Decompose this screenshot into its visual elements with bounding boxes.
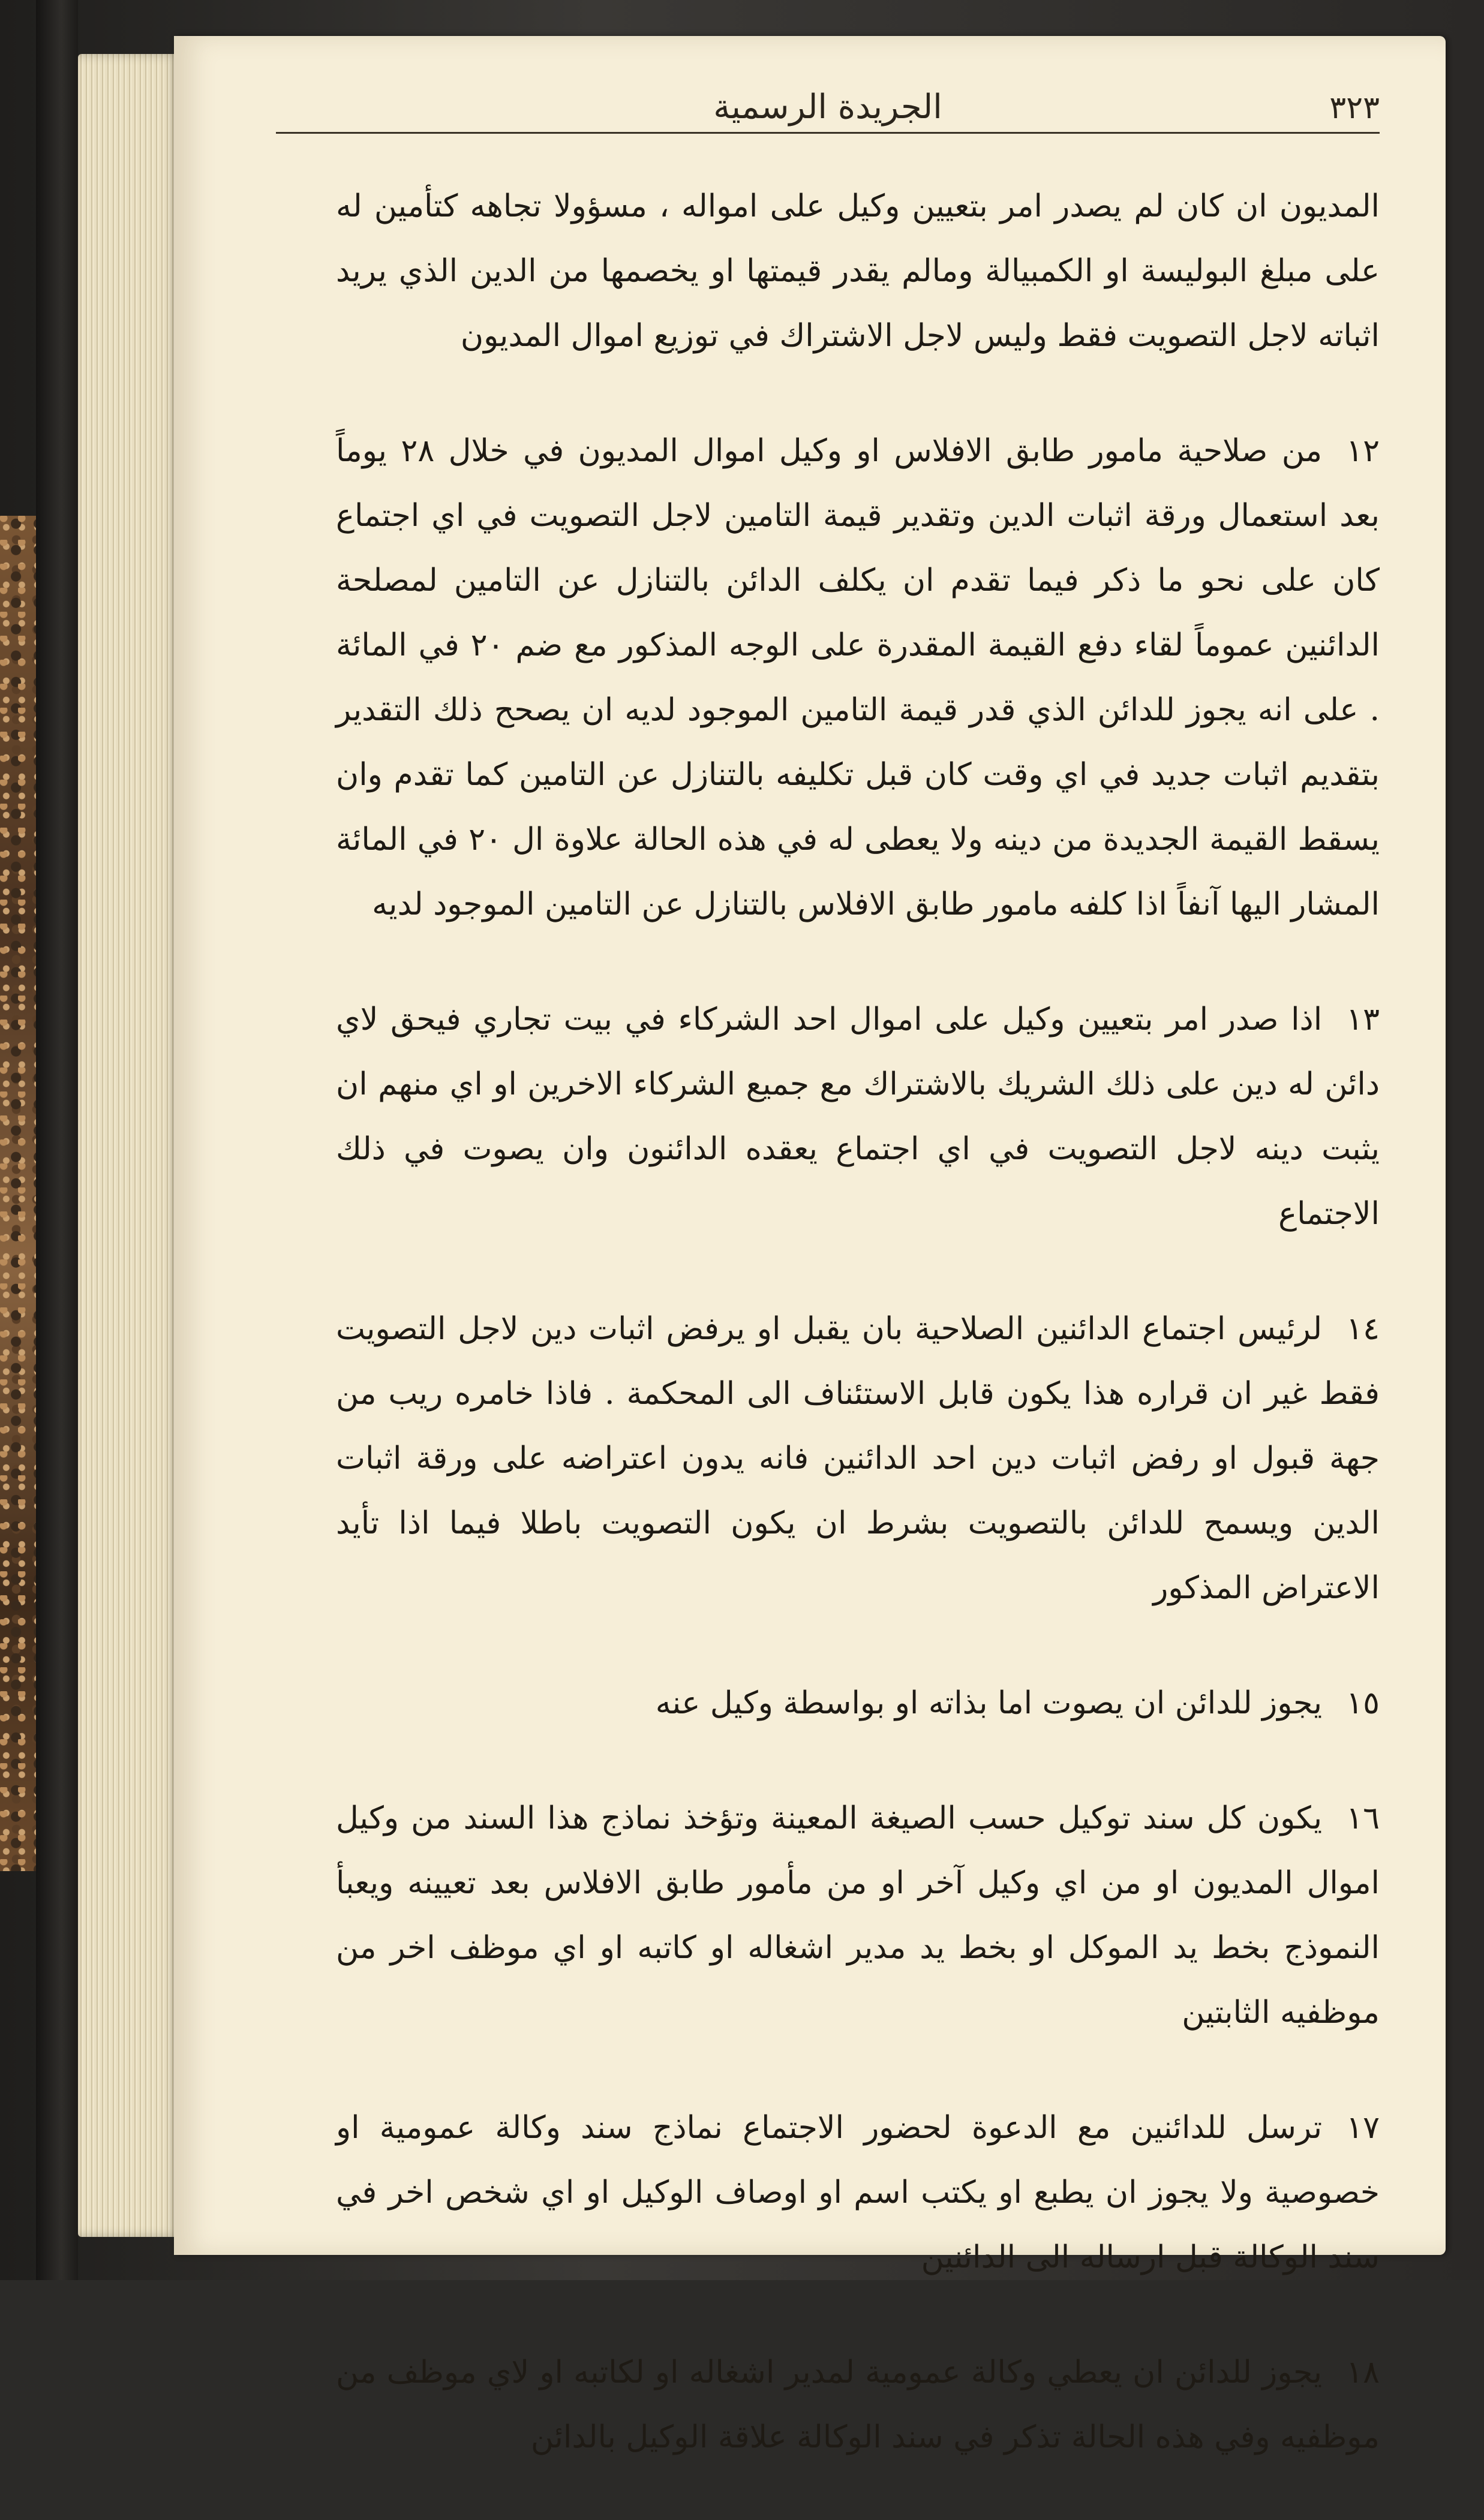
paragraph-18: [336, 2340, 1380, 2470]
paragraph-number: ١٣: [1346, 1002, 1380, 1038]
paragraph-number: ١٨: [1346, 2354, 1380, 2390]
paragraph-15: [336, 1671, 1380, 1736]
book-page: [174, 36, 1446, 2455]
paragraph-text: اذا صدر امر بتعيين وكيل على اموال احد الشركاء في بيت تجاري فيحق لاي دائن له دين على ذلك الشريك بالاشتراك مع جميع الشركاء الاخرين او اي منهم ان يثبت دينه لاجل التصويت في اي اجتماع يعقده الدائنون وان يصوت في ذلك الاجتماع: [336, 1002, 1380, 1232]
page-body: [336, 174, 1380, 2520]
paragraph-number: ١٦: [1346, 1800, 1380, 1836]
paragraph-text: المديون ان كان لم يصدر امر بتعيين وكيل على امواله ، مسؤولا تجاهه كتأمين له على مبلغ البوليسة او الكمبيالة ومالم يقدر قيمتها او يخصمها من الدين الذي يريد اثباته لاجل التصويت فقط وليس لاجل الاشتراك في توزيع اموال المديون: [336, 188, 1380, 354]
paragraph-17: [336, 2095, 1380, 2290]
paragraph-number: ١٥: [1346, 1685, 1380, 1721]
journal-title: الجريدة الرسمية: [713, 88, 942, 127]
paragraph-number: ١٧: [1346, 2110, 1380, 2146]
paragraph-text: لرئيس اجتماع الدائنين الصلاحية بان يقبل او يرفض اثبات دين لاجل التصويت فقط غير ان قراره هذا يكون قابل الاستئناف الى المحكمة . فاذا خامره ريب من جهة قبول او رفض اثبات دين احد الدائنين فانه يدون اعتراضه على ورقة اثبات الدين ويسمح للدائن بالتصويت بشرط ان يكون التصويت باطلا فيما اذا تأيد الاعتراض المذكور: [336, 1311, 1380, 1606]
paragraph-number: ١٤: [1346, 1311, 1380, 1347]
marbled-cover: [0, 516, 38, 1871]
paragraph-text: من صلاحية مامور طابق الافلاس او وكيل اموال المديون في خلال ٢٨ يوماً بعد استعمال ورقة اثبات الدين وتقدير قيمة التامين لاجل التصويت في اي اجتماع كان على نحو ما ذكر فيما تقدم ان يكلف الدائن بالتنازل عن التامين لمصلحة الدائنين عموماً لقاء دفع القيمة المقدرة على الوجه المذكور مع ضم ٢٠ في المائة . على انه يجوز للدائن الذي قدر قيمة التامين الموجود لديه ان يصحح ذلك التقدير بتقديم اثبات جديد في اي وقت كان قبل تكليفه بالتنازل عن التامين كما تقدم وان يسقط القيمة الجديدة من دينه ولا يعطى له في هذه الحالة علاوة ال ٢٠ في المائة المشار اليها آنفاً اذا كلفه مامور طابق الافلاس بالتنازل عن التامين الموجود لديه: [336, 433, 1380, 922]
paragraph-12: [336, 419, 1380, 937]
paragraph-continuation: [336, 174, 1380, 368]
page-number: ٣٢٣: [1329, 90, 1380, 126]
paragraph-text: يجوز للدائن ان يعطي وكالة عمومية لمدير اشغاله او لكاتبه او لاي موظف من موظفيه وفي هذه الحالة تذكر في سند الوكالة علاقة الوكيل بالدائن: [336, 2354, 1380, 2455]
book-binding: [36, 0, 78, 2280]
paragraph-14: [336, 1297, 1380, 1620]
paragraph-16: [336, 1786, 1380, 2045]
paragraph-number: ١٢: [1346, 433, 1380, 469]
paragraph-text: يكون كل سند توكيل حسب الصيغة المعينة وتؤخذ نماذج هذا السند من وكيل اموال المديون او من اي وكيل آخر او من مأمور طابق الافلاس بعد تعيينه ويعبأ النموذج بخط يد الموكل او بخط يد مدير اشغاله او كاتبه او اي موظف اخر من موظفيه الثابتين: [336, 1800, 1380, 2031]
paragraph-text: يجوز للدائن ان يصوت اما بذاته او بواسطة وكيل عنه: [655, 1685, 1323, 1721]
paragraph-13: [336, 987, 1380, 1246]
page-edges: [78, 54, 180, 2237]
paragraph-text: ترسل للدائنين مع الدعوة لحضور الاجتماع نماذج سند وكالة عمومية او خصوصية ولا يجوز ان يطبع او يكتب اسم او اوصاف الوكيل او اي شخص اخر في سند الوكالة قبل ارساله الى الدائنين: [336, 2110, 1380, 2275]
running-head: [276, 78, 1380, 134]
